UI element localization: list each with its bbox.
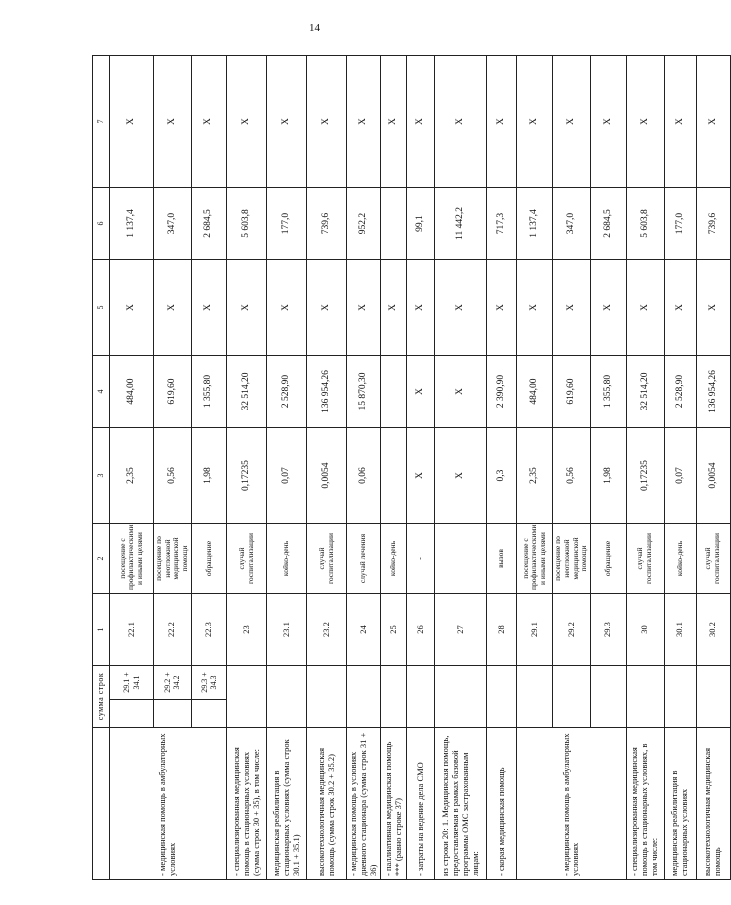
sum-header-cell: сумма строк — [93, 666, 110, 728]
col3-value: 1,98 — [191, 428, 227, 524]
unit-of-measure: случай госпитализации — [626, 524, 664, 594]
unit-of-measure: - — [407, 524, 435, 594]
col4-value: 484,00 — [110, 356, 154, 428]
col5-value: X — [626, 260, 664, 356]
row-code: 22.2 — [154, 594, 192, 666]
col5-value: X — [517, 260, 553, 356]
unit-of-measure: койко-день — [664, 524, 696, 594]
col-number-6: 6 — [93, 188, 110, 260]
table-row — [407, 56, 435, 880]
row-code: 29.2 — [553, 594, 591, 666]
col6-value: 952,2 — [347, 188, 381, 260]
col-number-7: 7 — [93, 56, 110, 188]
sum-cell-empty — [307, 666, 347, 728]
unit-of-measure: случай госпитализации — [307, 524, 347, 594]
col5-value: X — [553, 260, 591, 356]
col7-value: X — [435, 56, 487, 188]
col7-value: X — [381, 56, 407, 188]
col4-value: 32 514,20 — [626, 356, 664, 428]
sum-cell-empty — [435, 666, 487, 728]
row-code: 22.1 — [110, 594, 154, 666]
col5-value: X — [227, 260, 267, 356]
col4-value: 484,00 — [517, 356, 553, 428]
row-code: 29.1 — [517, 594, 553, 666]
col4-value: 15 870,30 — [347, 356, 381, 428]
sum-formula: 29.3 + 34.3 — [191, 666, 227, 700]
col7-value: X — [590, 56, 626, 188]
rotated-table-frame — [92, 56, 723, 880]
col7-value: X — [626, 56, 664, 188]
col6-value: 347,0 — [553, 188, 591, 260]
sum-cell-empty — [553, 666, 591, 728]
expenses-table — [92, 55, 731, 880]
unit-of-measure: посещение с профилактическими и иными целями — [110, 524, 154, 594]
sum-formula: 29.1 + 34.1 — [110, 666, 154, 700]
row-label: - медицинская помощь в условиях дневного стационара (сумма строк 31 + 36) — [347, 728, 381, 880]
table-container — [92, 56, 723, 880]
col5-value: X — [307, 260, 347, 356]
row-label: - скорая медицинская помощь — [487, 728, 517, 880]
row-label: - паллиативная медицинская помощь *** (равно строке 37) — [381, 728, 407, 880]
col7-value: X — [696, 56, 730, 188]
table-row — [267, 56, 307, 880]
col6-value: 5 603,8 — [227, 188, 267, 260]
sum-cell-empty — [626, 666, 664, 728]
col4-value: X — [407, 356, 435, 428]
col3-value: 0,06 — [347, 428, 381, 524]
sum-cell-empty — [407, 666, 435, 728]
row-code: 30.1 — [664, 594, 696, 666]
col6-value: 11 442,2 — [435, 188, 487, 260]
row-label: - медицинская помощь в амбулаторных условиях — [110, 728, 227, 880]
unit-of-measure: случай госпитализации — [227, 524, 267, 594]
sum-cell-empty — [381, 666, 407, 728]
row-label: медицинская реабилитация в стационарных условиях — [664, 728, 696, 880]
table-row — [664, 56, 696, 880]
col3-value: 0,56 — [154, 428, 192, 524]
row-code: 28 — [487, 594, 517, 666]
col5-value: X — [267, 260, 307, 356]
col7-value: X — [553, 56, 591, 188]
row-code: 24 — [347, 594, 381, 666]
col-number-4: 4 — [93, 356, 110, 428]
row-label: - специализированная медицинская помощь в стационарных условиях (сумма строк 30 + 35), в том числе: — [227, 728, 267, 880]
col3-value: 1,98 — [590, 428, 626, 524]
col-number-5: 5 — [93, 260, 110, 356]
col-number-2: 2 — [93, 524, 110, 594]
col6-value: 1 137,4 — [517, 188, 553, 260]
col-number-1: 1 — [93, 594, 110, 666]
col4-value: 1 355,80 — [590, 356, 626, 428]
col5-value: X — [381, 260, 407, 356]
unit-of-measure: посещение по неотложной медицинской помощи — [553, 524, 591, 594]
table-row — [227, 56, 267, 880]
unit-of-measure: обращение — [590, 524, 626, 594]
col7-value: X — [407, 56, 435, 188]
row-label: - затраты на ведение дела СМО — [407, 728, 435, 880]
col6-value: 739,6 — [696, 188, 730, 260]
row-label: - специализированная медицинская помощь в стационарных условиях, в том числе: — [626, 728, 664, 880]
table-row — [347, 56, 381, 880]
col7-value: X — [307, 56, 347, 188]
col6-value: 99,1 — [407, 188, 435, 260]
table-row — [307, 56, 347, 880]
sum-cell-empty — [267, 666, 307, 728]
col5-value: X — [590, 260, 626, 356]
unit-of-measure: посещение с профилактическими и иными целями — [517, 524, 553, 594]
col4-value: X — [435, 356, 487, 428]
sum-cell-empty — [664, 666, 696, 728]
col4-value: 2 390,90 — [487, 356, 517, 428]
row-label: высокотехнологичная медицинская помощь (сумма строк 30.2 + 35.2) — [307, 728, 347, 880]
col3-value — [381, 428, 407, 524]
table-row — [696, 56, 730, 880]
unit-of-measure: посещение по неотложной медицинской помощи — [154, 524, 192, 594]
table-row — [110, 56, 154, 880]
col6-value: 2 684,5 — [191, 188, 227, 260]
col4-value: 32 514,20 — [227, 356, 267, 428]
col4-value: 1 355,80 — [191, 356, 227, 428]
row-code: 30 — [626, 594, 664, 666]
col6-value — [381, 188, 407, 260]
col7-value: X — [110, 56, 154, 188]
row-code: 29.3 — [590, 594, 626, 666]
col3-value: 2,35 — [517, 428, 553, 524]
col4-value: 2 528,90 — [664, 356, 696, 428]
unit-of-measure: койко-день — [267, 524, 307, 594]
col7-value: X — [664, 56, 696, 188]
header-empty-cell — [93, 728, 110, 880]
col5-value: X — [487, 260, 517, 356]
sum-spacer — [110, 700, 154, 728]
table-row — [626, 56, 664, 880]
col7-value: X — [154, 56, 192, 188]
row-code: 22.3 — [191, 594, 227, 666]
col3-value: 2,35 — [110, 428, 154, 524]
sum-cell-empty — [517, 666, 553, 728]
table-row — [517, 56, 553, 880]
col7-value: X — [347, 56, 381, 188]
col7-value: X — [267, 56, 307, 188]
col6-value: 717,3 — [487, 188, 517, 260]
row-code: 25 — [381, 594, 407, 666]
unit-of-measure: обращение — [191, 524, 227, 594]
col7-value: X — [227, 56, 267, 188]
page-number: 14 — [309, 22, 320, 34]
col5-value: X — [664, 260, 696, 356]
col5-value: X — [347, 260, 381, 356]
sum-formula: 29.2 + 34.2 — [154, 666, 192, 700]
col3-value: X — [407, 428, 435, 524]
col3-value: 0,0054 — [696, 428, 730, 524]
col3-value: 0,0054 — [307, 428, 347, 524]
col5-value: X — [696, 260, 730, 356]
col-number-3: 3 — [93, 428, 110, 524]
row-code: 23 — [227, 594, 267, 666]
sum-cell-empty — [227, 666, 267, 728]
col5-value: X — [435, 260, 487, 356]
col5-value: X — [191, 260, 227, 356]
sum-spacer — [191, 700, 227, 728]
col3-value: 0,56 — [553, 428, 591, 524]
unit-of-measure: случай лечения — [347, 524, 381, 594]
col3-value: 0,07 — [664, 428, 696, 524]
col3-value: 0,17235 — [227, 428, 267, 524]
row-code: 27 — [435, 594, 487, 666]
col3-value: X — [435, 428, 487, 524]
table-row — [381, 56, 407, 880]
row-code: 30.2 — [696, 594, 730, 666]
table-row — [487, 56, 517, 880]
col5-value: X — [154, 260, 192, 356]
col7-value: X — [487, 56, 517, 188]
col4-value — [381, 356, 407, 428]
row-label: медицинская реабилитация в стационарных условиях (сумма строк 30.1 + 35.1) — [267, 728, 307, 880]
col6-value: 1 137,4 — [110, 188, 154, 260]
table-row — [435, 56, 487, 880]
row-label: высокотехнологичная медицинская помощь — [696, 728, 730, 880]
col6-value: 739,6 — [307, 188, 347, 260]
sum-cell-empty — [696, 666, 730, 728]
col4-value: 136 954,26 — [696, 356, 730, 428]
col4-value: 136 954,26 — [307, 356, 347, 428]
col4-value: 619,60 — [553, 356, 591, 428]
sum-cell-empty — [347, 666, 381, 728]
col3-value: 0,17235 — [626, 428, 664, 524]
sum-cell-empty — [590, 666, 626, 728]
row-label: - медицинская помощь в амбулаторных условиях — [517, 728, 626, 880]
col3-value: 0,3 — [487, 428, 517, 524]
col6-value: 347,0 — [154, 188, 192, 260]
column-number-row — [93, 56, 110, 880]
col5-value: X — [110, 260, 154, 356]
unit-of-measure — [435, 524, 487, 594]
col7-value: X — [517, 56, 553, 188]
unit-of-measure: случай госпитализации — [696, 524, 730, 594]
col6-value: 5 603,8 — [626, 188, 664, 260]
sum-cell-empty — [487, 666, 517, 728]
sum-spacer — [154, 700, 192, 728]
row-code: 23.2 — [307, 594, 347, 666]
col7-value: X — [191, 56, 227, 188]
col6-value: 177,0 — [664, 188, 696, 260]
unit-of-measure: вызов — [487, 524, 517, 594]
col4-value: 619,60 — [154, 356, 192, 428]
col6-value: 177,0 — [267, 188, 307, 260]
col4-value: 2 528,90 — [267, 356, 307, 428]
row-code: 23.1 — [267, 594, 307, 666]
col5-value: X — [407, 260, 435, 356]
unit-of-measure: койко-день — [381, 524, 407, 594]
row-code: 26 — [407, 594, 435, 666]
row-label: из строки 20: 1. Медицинская помощь, предоставляемая в рамках базовой программы ОМС застрахованным лицам: — [435, 728, 487, 880]
col6-value: 2 684,5 — [590, 188, 626, 260]
col3-value: 0,07 — [267, 428, 307, 524]
